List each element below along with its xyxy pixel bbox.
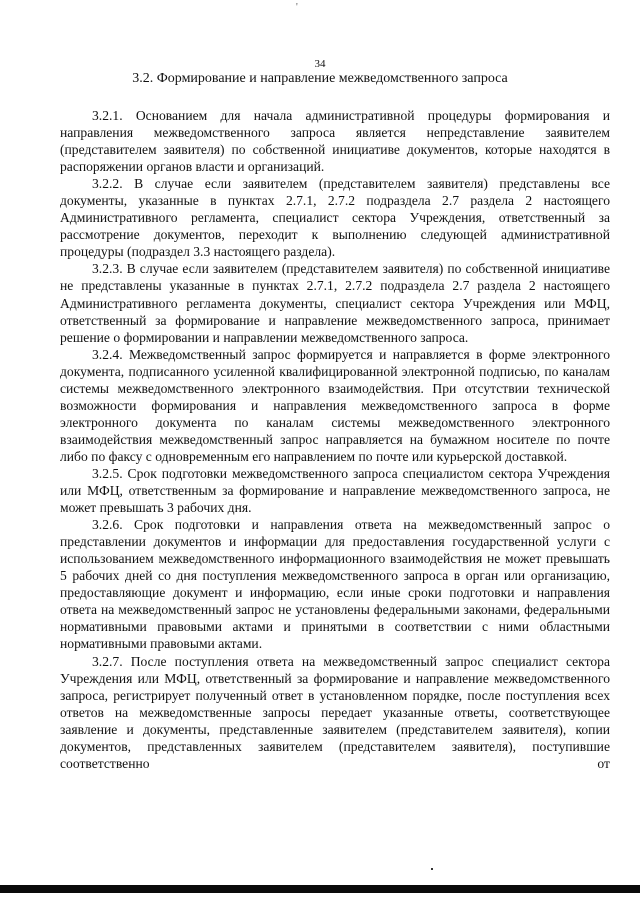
paragraph-3-2-4: 3.2.4. Межведомственный запрос формируется и направляется в форме электронного документа, подписанного усиленной квалифицированной электронной подписью, по каналам системы межведомственного электронного взаимодействия. При отсутствии технической возможности формирования и направления межведомственного запроса в форме электронного документа по каналам системы межведомственного электронного взаимодействия межведомственный запрос направляется на бумажном носителе по почте либо по факсу с одновременным его направлением по почте или курьерской доставкой. xyxy=(60,346,610,464)
paragraph-3-2-7: 3.2.7. После поступления ответа на межведомственный запрос специалист сектора Учреждения или МФЦ, ответственный за формирование и направление межведомственного запроса, регистрирует полученный ответ в установленном порядке, после поступления всех ответов на межведомственные запросы передает указанные ответы, соответствующее заявление и документы, представленные заявителем (представителем заявителя), копии документов, представленных заявителем (представителем заявителя), поступившие соответственно от xyxy=(60,653,610,771)
paragraph-3-2-5: 3.2.5. Срок подготовки межведомственного запроса специалистом сектора Учреждения или МФЦ, ответственным за формирование и направление межведомственного запроса, не может превышать 3 рабочих дня. xyxy=(60,465,610,516)
paragraph-3-2-2: 3.2.2. В случае если заявителем (представителем заявителя) представлены все документы, указанные в пунктах 2.7.1, 2.7.2 подраздела 2.7 раздела 2 настоящего Административного регламента, специалист сектора Учреждения, ответственный за рассмотрение документов, переходит к выполнению следующей административной процедуры (подраздел 3.3 настоящего раздела). xyxy=(60,176,610,260)
paragraph-3-2-3: 3.2.3. В случае если заявителем (представителем заявителя) по собственной инициативе не представлены указанные в пунктах 2.7.1, 2.7.2 подраздела 2.7 раздела 2 настоящего Административного регламента документы, специалист сектора Учреждения или МФЦ, ответственный за формирование и направление межведомственного запроса, принимает решение о формировании и направлении межведомственного запроса. xyxy=(60,261,610,345)
section-title: 3.2. Формирование и направление межведомственного запроса xyxy=(132,71,508,86)
document-body xyxy=(60,107,610,772)
scan-tick-mark: ' xyxy=(296,2,298,13)
paragraph-3-2-1: 3.2.1. Основанием для начала административной процедуры формирования и направления межведомственного запроса является непредставление заявителем (представителем заявителя) по собственной инициативе документов, которые находятся в распоряжении органов власти и организаций. xyxy=(60,108,610,175)
scan-dot-mark xyxy=(431,868,433,870)
page-number: 34 xyxy=(314,58,326,70)
paragraph-3-2-6: 3.2.6. Срок подготовки и направления ответа на межведомственный запрос о представлении документов и информации для предоставления государственной услуги с использованием межведомственного информационного взаимодействия не может превышать 5 рабочих дней со дня поступления межведомственного запроса в орган или организацию, предоставляющие документ и информацию, если иные сроки подготовки и направления ответа на межведомственный запрос не установлены федеральными законами, федеральными нормативными правовыми актами и принятыми в соответствии с ними областными нормативными правовыми актами. xyxy=(60,517,610,652)
scan-bottom-border xyxy=(0,885,640,893)
